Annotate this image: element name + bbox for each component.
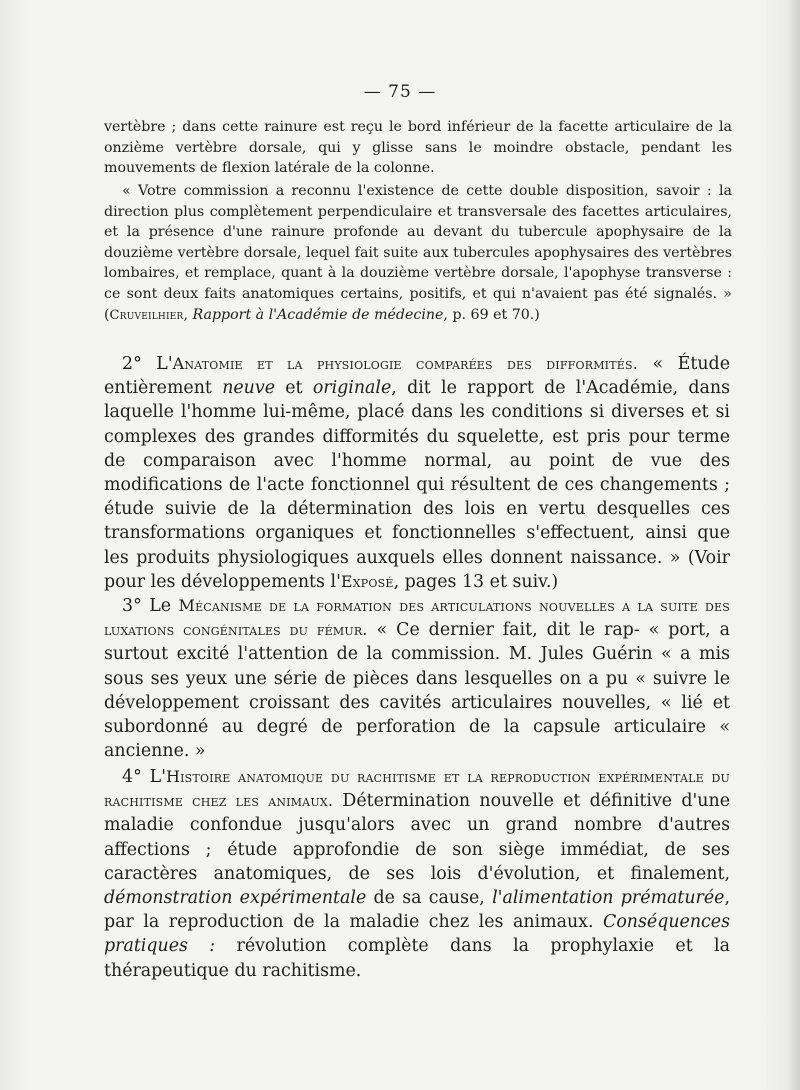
- commission-quote: [104, 181, 732, 326]
- section-4-emphasis: l'alimentation prématurée: [492, 888, 725, 909]
- section-3-paragraph: [104, 594, 730, 763]
- section-2-emphasis: originale: [312, 378, 392, 399]
- section-4-text: de sa cause,: [366, 888, 493, 909]
- section-2-heading: Anatomie et la physiologie comparées des difformités.: [172, 354, 639, 373]
- section-3: [104, 594, 730, 763]
- section-4-emphasis: Conséquences pratiques :: [104, 912, 730, 957]
- section-4-heading: Histoire anatomique du rachitisme et la reproduction expérimentale du rachitisme chez les animaux.: [104, 767, 730, 811]
- section-2-reference: Exposé: [340, 571, 394, 591]
- quote-text: « Votre commission a reconnu l'existence de cette double disposition, savoir : la direction plus complètement perpendiculaire et transversale des facettes articulaires, et la présence d'une rainure profonde au devant du tubercule apophysaire de la douzième vertèbre dorsale, lequel fait suite aux tubercules apophysaires des vertèbres lombaires, et remplace, quant à la douzième vertèbre dorsale, l'apophyse transverse : ce sont deux faits anatomiques certains, positifs, et qui n'avaient pas été signalés. » (: [104, 183, 732, 323]
- citation-title: Rapport à l'Académie de médecine: [192, 306, 444, 323]
- section-2: [104, 352, 730, 594]
- section-4-paragraph: [104, 765, 730, 983]
- citation-separator: ,: [183, 306, 193, 323]
- section-4-number: 4° L': [122, 767, 166, 787]
- section-3-quote-line: « suivre le développement croissant des cavités articulaires nouvelles,: [104, 668, 730, 713]
- section-2-text: « Étude entièrement: [104, 354, 730, 399]
- paragraph-continuation: [104, 117, 732, 179]
- section-4-text: , par la reproduction de la maladie chez les animaux.: [104, 888, 730, 933]
- section-3-quote-line: « lié et subordonné au degré de perforation de la capsule articulaire: [104, 692, 730, 738]
- section-2-text: et: [275, 378, 313, 399]
- section-2-text: , dit le rapport de l'Académie, dans laquelle l'homme lui-même, placé dans les conditions si diverses et si complexes des grandes difformités du squelette, est pris pour terme de comparaison avec l'homme normal, au point de vue des modifications de l'acte fonctionnel qui résultent de ces changements ; étude suivie de la détermination des lois en vertu desquelles ces transformations organiques et fonctionnelles s'effectuent, ainsi que les produits physiologiques auxquels elles donnent naissance. » (Voir pour les développements l': [104, 378, 730, 592]
- section-2-number: 2° L': [122, 354, 173, 374]
- section-3-quote-line: « port, a surtout excité l'attention de la commission. M. Jules Guérin: [104, 620, 730, 665]
- citation-pages: , p. 69 et 70.): [443, 306, 540, 323]
- page-edge-shadow: [786, 0, 800, 1090]
- section-3-heading: Mécanisme de la formation des articulations nouvelles a la suite des luxations congénitales du fémur.: [104, 596, 731, 640]
- section-3-quote-line: « a mis sous ses yeux une série de pièces dans lesquelles on a pu: [104, 644, 731, 689]
- section-4-text: révolution complète dans la prophylaxie et la thérapeutique du rachitisme.: [104, 936, 730, 981]
- section-2-paragraph: [104, 352, 730, 594]
- section-4-text: Détermination nouvelle et définitive d'une maladie confondue jusqu'alors avec un grand nombre d'autres affections ; étude approfondie de son siège immédiat, de ses caractères anatomiques, de ses lois d'évolution, et finalement,: [104, 791, 730, 884]
- section-2-text: , pages 13 et suiv.): [393, 571, 559, 592]
- section-3-quote-line: « Ce dernier fait, dit le rap-: [367, 620, 640, 641]
- section-4-emphasis: démonstration expérimentale: [104, 888, 367, 909]
- section-2-emphasis: neuve: [222, 378, 275, 399]
- paragraph-text: vertèbre ; dans cette rainure est reçu le bord inférieur de la facette articulaire de la onzième vertèbre dorsale, qui y glisse sans le moindre obstacle, pendant les mouvements de flexion latérale de la colonne.: [104, 119, 732, 177]
- section-3-number: 3° Le: [122, 596, 179, 616]
- section-3-quote-line: « ancienne. »: [104, 717, 730, 762]
- quote-paragraph: [104, 181, 732, 326]
- section-4: [104, 765, 730, 983]
- citation-author: Cruveilhier: [109, 307, 184, 323]
- page-number: — 75 —: [363, 82, 437, 102]
